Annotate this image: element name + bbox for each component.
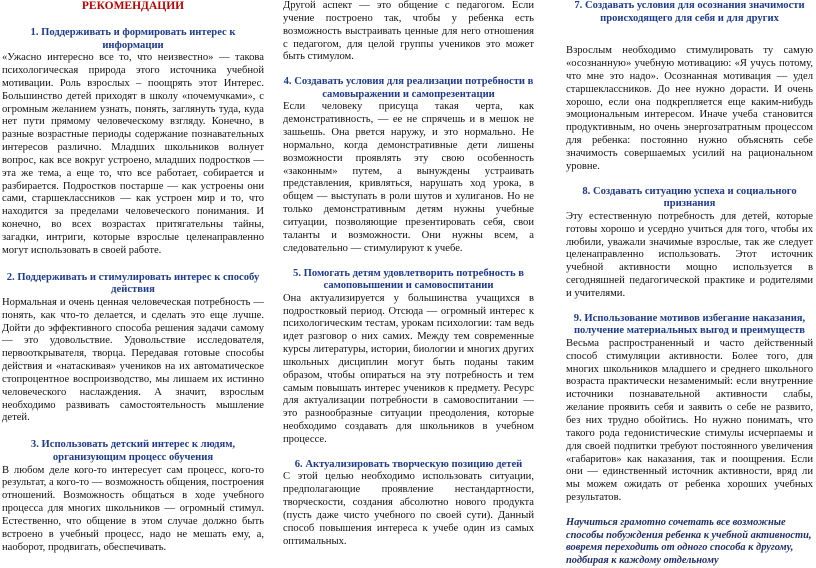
column-left [2,0,264,553]
section-2-heading: 2. Поддерживать и стимулировать интерес к способу действия [6,271,260,296]
section-4-heading: 4. Создавать условия для реализации потребности в самовыражении и самопрезентации [283,76,534,100]
section-4-text: Если человеку присуща такая черта, как демонстративность, — ее не спрячешь и в мешок не зашьешь. Она рвется наружу, и это нормально. Не нормально, когда демонстративные дети лишены возможности проявлять эту свою особенность «законным» путем, а вынуждены устраивать представления, кривляться, нарушать ход урока, в общем — выступать в роли шутов и хулиганов. Но не только демонстративным детям нужны учебные ситуации, позволяющие презентировать себя, свои таланты и возможности. Они нужны всем, а следовательно — стимулируют к учебе. [283,101,534,254]
column-right [566,0,813,567]
section-7-heading: 7. Создавать условия для осознания значимости происходящего для себя и для других [574,0,805,24]
section-8-text: Эту естественную потребность для детей, которые готовы хорошо и усердно учиться для того, чтобы их любили, уважали значимые взрослые, так же следует целенаправленно использовать. Этот источник учебной активности мощно используется в сегодняшней педагогической практике и родителями и учителями. [566,210,813,299]
section-7-text: Взрослым необходимо стимулировать ту самую «осознанную» учебную мотивацию: «Я учусь потому, что мне это надо». Осознанная мотивация — удел старшеклассников. До нее нужно дорасти. И очень хорошо, если она подкрепляется еще каким-нибудь эмоциональным интересом. Иначе учеба становится продуктивным, но очень энергозатратным процессом для ребенка: постоянно нужно объяснять себе значимость совершаемых усилий на рациональном уровне. [566,45,813,172]
section-9-heading: 9. Использование мотивов избегание наказания, получение материальных выгод и преимуществ [573,312,806,337]
section-1-heading: 1. Поддерживать и формировать интерес к информации [30,27,236,51]
section-5-heading: 5. Помогать детям удовлетворить потребность в самоповышении и самовоспитании [293,267,524,292]
section-1-text: «Ужасно интересно все то, что неизвестно» — такова психологическая природа этого источника учебной мотивации. Роль взрослых – поощрять этот Интерес. Большинство детей приходят в школу «почемучками», с огромным желанием узнать, понять, заглянуть туда, куда нет пути прямому человеческому взгляду. Конечно, в разные возрастные периоды содержание познавательных интересов различно. Младших школьников волнует вопрос, как все вокруг устроено, младших подростков — эта же тема, а еще то, что все работает, собирается и разбирается. Подростков постарше — как устроены они сами, старшеклассников — как устроен мир и то, что находится за пределами человеческого понимания. И конечно, во всех возрастах притягательны тайны, загадки, интриги, которые взрослые целенаправленно могут использовать в своей работе. [2,52,264,256]
section-8-heading: 8. Создавать ситуацию успеха и социального признания [582,185,797,210]
closing-note: Научиться грамотно сочетать все возможные способы побуждения ребенка к учебной активности, вовремя переходить от одного способа к другому, подбирая к каждому отдельному [566,516,812,567]
section-5-text: Она актуализируется у большинства учащихся в подростковый период. Отсюда — огромный интерес к психологическим тестам, урокам психологии: там ведь идет разговор о них самих. Между тем современные курсы литературы, истории, биологии и многих других школьных дисциплин могут быть поданы таким образом, чтобы опираться на эту потребность и тем самым повышать интерес учеников к предмету. Ресурс для актуализации потребности в самовоспитании — это разнообразные ситуации преодоления, которые необходимо создавать для школьников в учебном процессе. [283,292,534,445]
section-2-text: Нормальная и очень ценная человеческая потребность — понять, как что-то делается, и сделать это еще лучше. Дойти до эффективного способа решения задачи самому — это удовольствие. Удовольствие исследователя, первооткрывателя, творца. Передавая готовые способы действия и «натаскивая» учеников на их автоматическое стопроцентное воспроизводство, мы лишаем их истинно человеческого наслаждения. А значит, взрослым необходимо развивать самостоятельность мышление детей. [2,296,264,424]
section-9-text: Весьма распространенный и часто действенный способ стимуляции активности. Более того, для многих школьников младшего и среднего школьного возраста практически незаменимый: если внутренние источники познавательной активности слабы, желание проявить себя и заявить о себе не развито, без них трудно обойтись. Но нужно понимать, что такого рода гедонистические стимулы исчерпаемы и для своей подпитки требуют постоянного увеличения «габаритов» как наказания, так и поощрения. Если они — единственный источник активности, вряд ли мы можем ожидать от ребенка хороших учебных результатов. [566,337,813,504]
section-3-continuation: Другой аспект — это общение с педагогом. Если учение построено так, чтобы у ребенка есть возможность выстраивать ценные для него отношения с педагогом, для целой группы учеников это может быть стимулом. [283,0,534,63]
section-6-heading: 6. Актуализировать творческую позицию детей [294,458,523,470]
section-3-text: В любом деле кого-то интересует сам процесс, кого-то результат, а кого-то — возможность общения, построения отношений. Возможность общаться в ходе учебного процесса для многих школьников — огромный стимул. Естественно, что общение в этом случае должно быть встроено в учебный процесс, надо не мешать ему, а, наоборот, продвигать, обеспечивать. [2,464,264,553]
page-title: РЕКОМЕНДАЦИИ [81,0,185,12]
section-3-heading: 3. Использовать детский интерес к людям, организующим процесс обучения [30,439,236,463]
column-middle [283,0,534,547]
section-6-text: С этой целью необходимо использовать ситуации, предполагающие проявление нестандартности, творческости, создания абсолютно нового продукта (пусть даже чисто учебного по своей сути). Данный способ повышения интереса к учебе один из самых оптимальных. [283,471,534,547]
